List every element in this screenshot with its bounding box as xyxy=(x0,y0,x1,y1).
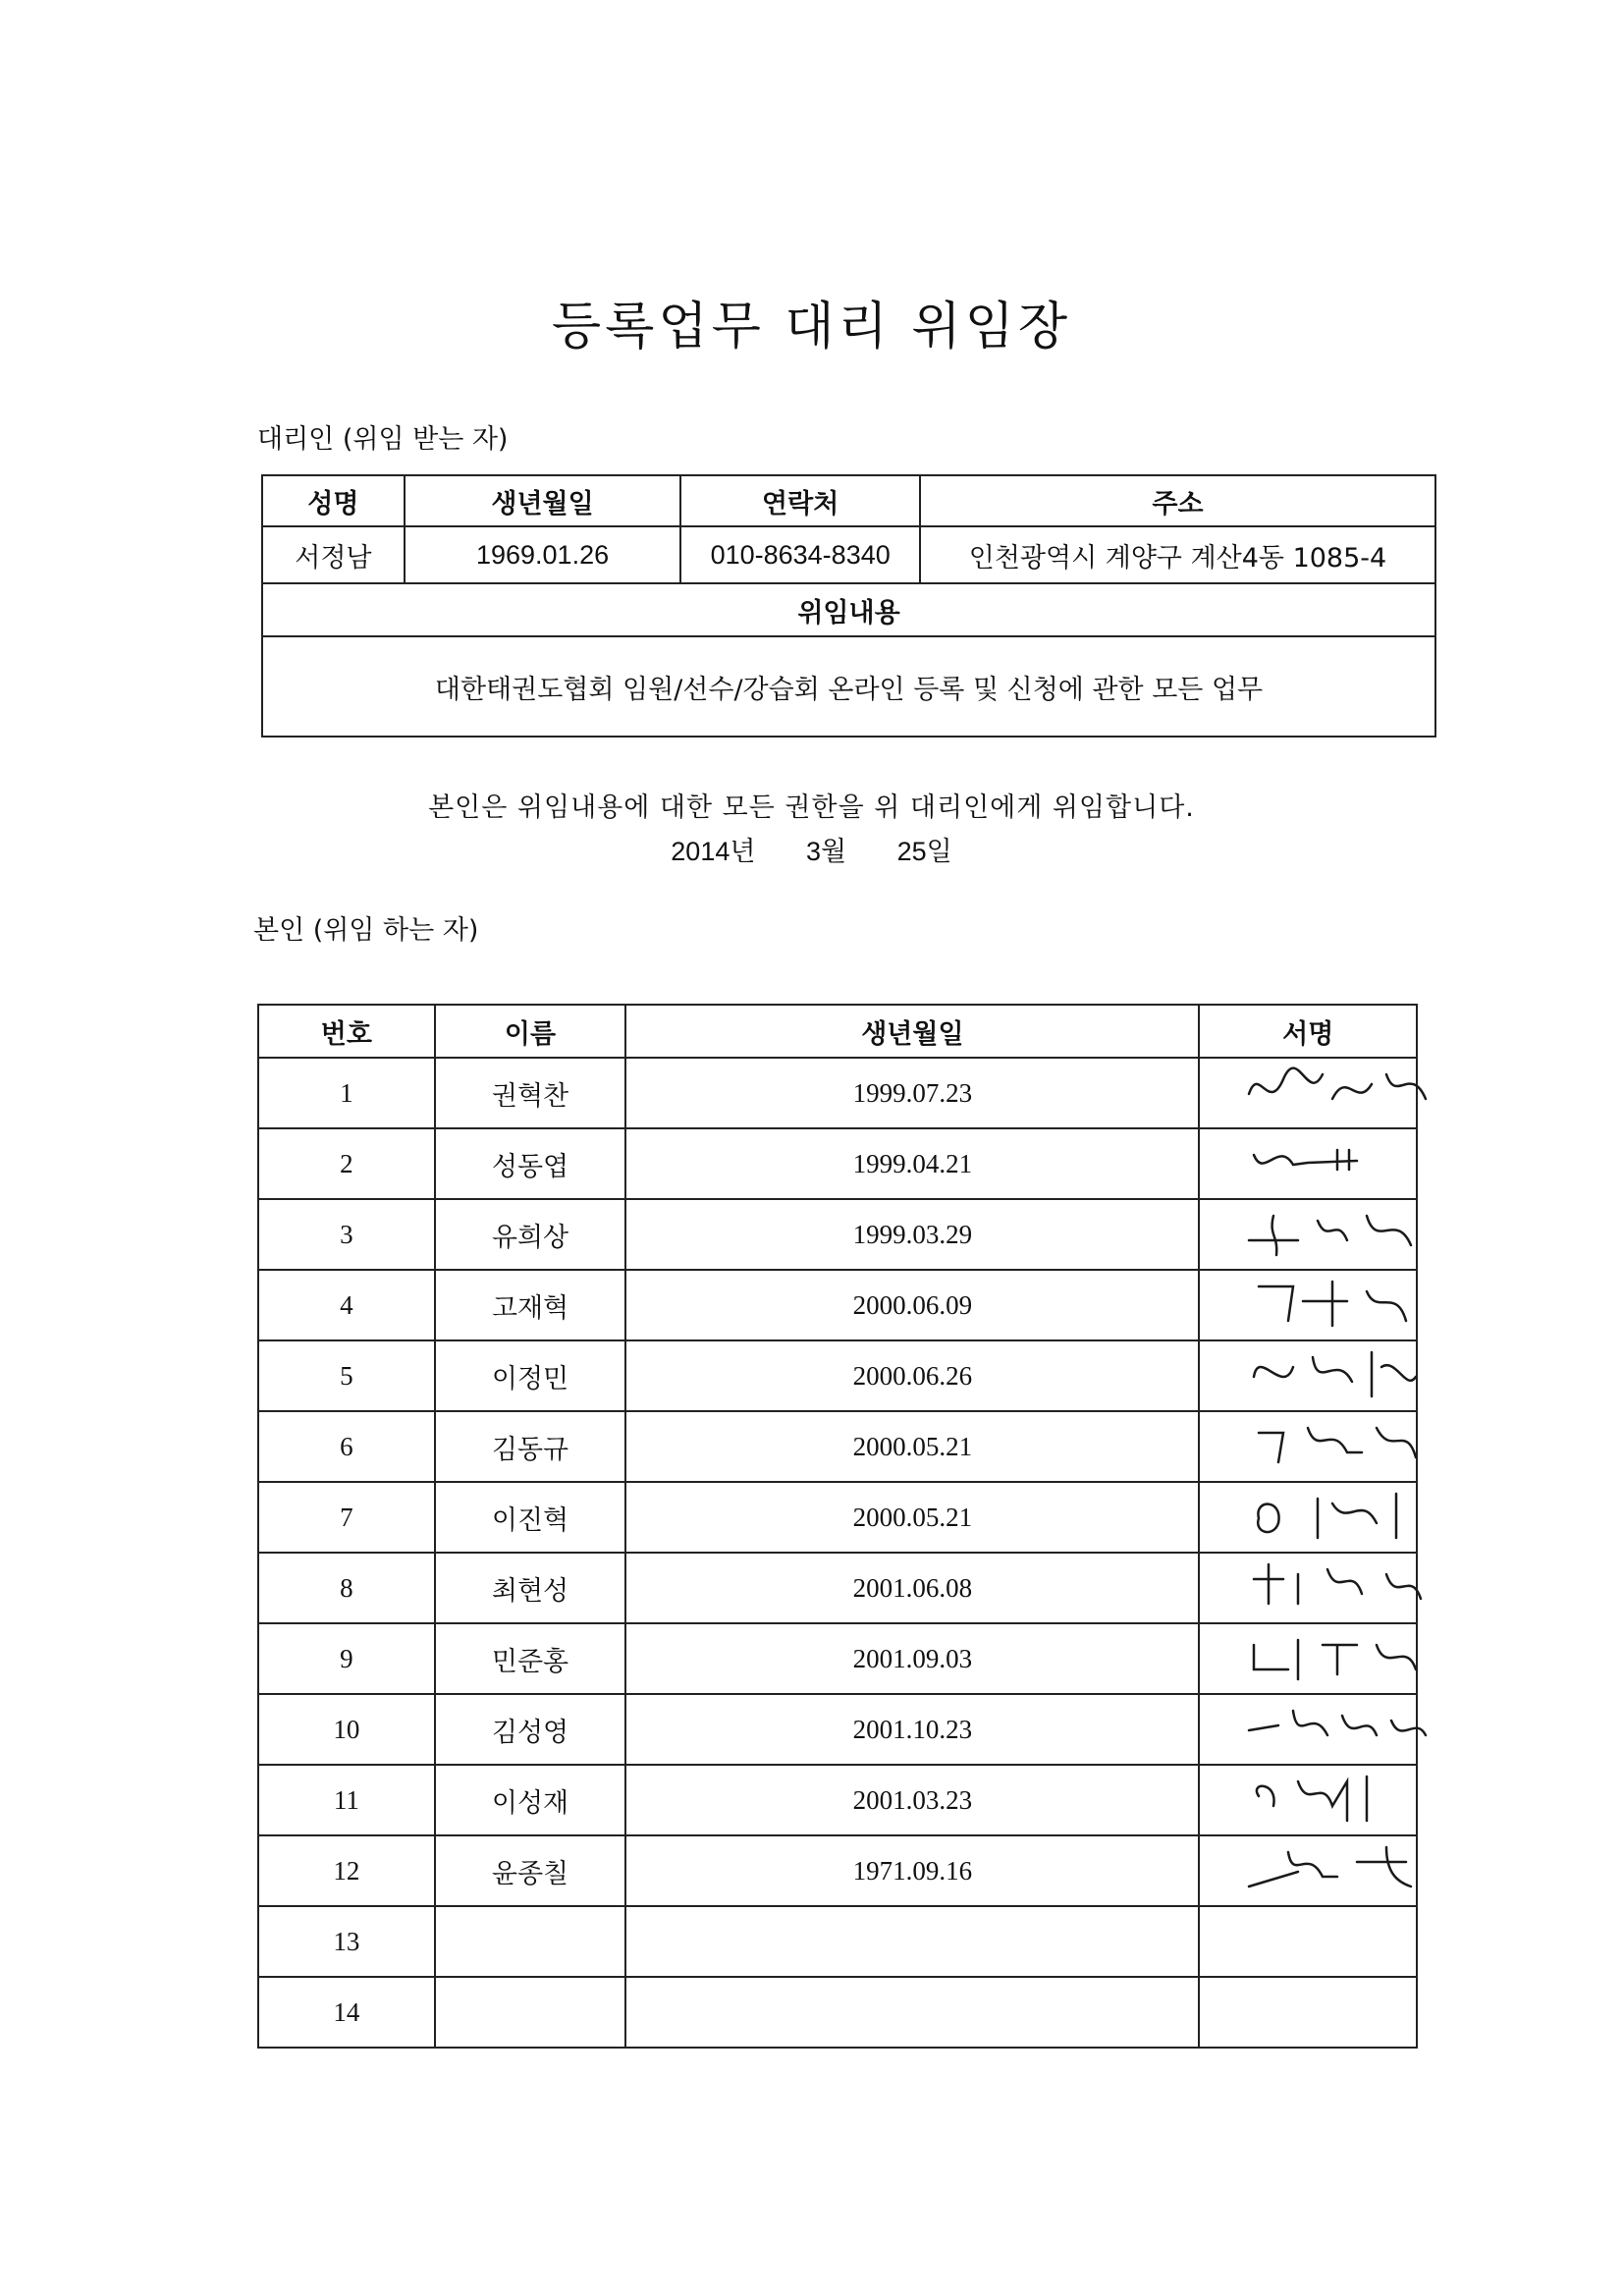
handwritten-signature xyxy=(1239,1125,1435,1194)
cell-name: 이정민 xyxy=(435,1340,626,1411)
cell-name: 윤종칠 xyxy=(435,1835,626,1906)
cell-name: 권혁찬 xyxy=(435,1058,626,1128)
cell-no: 6 xyxy=(258,1411,435,1482)
cell-name xyxy=(435,1906,626,1977)
principal-header-birth: 생년월일 xyxy=(625,1005,1199,1058)
cell-birth: 2000.06.26 xyxy=(625,1340,1199,1411)
cell-name: 김성영 xyxy=(435,1694,626,1765)
cell-signature xyxy=(1199,1553,1417,1623)
principal-header-name: 이름 xyxy=(435,1005,626,1058)
cell-name: 민준홍 xyxy=(435,1623,626,1694)
cell-birth: 2001.06.08 xyxy=(625,1553,1199,1623)
cell-signature xyxy=(1199,1128,1417,1199)
cell-no: 8 xyxy=(258,1553,435,1623)
document-title: 등록업무 대리 위임장 xyxy=(551,298,1072,356)
handwritten-signature xyxy=(1239,1196,1435,1265)
table-row xyxy=(258,1128,1417,1199)
cell-signature xyxy=(1199,1623,1417,1694)
cell-name xyxy=(435,1977,626,2048)
handwritten-signature xyxy=(1239,1691,1435,1760)
cell-no: 14 xyxy=(258,1977,435,2048)
agent-header-birth: 생년월일 xyxy=(405,475,681,526)
cell-name: 성동엽 xyxy=(435,1128,626,1199)
cell-name: 최현성 xyxy=(435,1553,626,1623)
cell-signature xyxy=(1199,1199,1417,1270)
handwritten-signature xyxy=(1239,1055,1435,1123)
signature-stroke xyxy=(1259,1494,1397,1538)
handwritten-signature xyxy=(1239,1762,1435,1831)
cell-no: 7 xyxy=(258,1482,435,1553)
cell-no: 4 xyxy=(258,1270,435,1340)
handwritten-signature xyxy=(1239,1408,1435,1477)
date-day: 25일 xyxy=(896,837,952,866)
agent-address: 인천광역시 계양구 계산4동 1085-4 xyxy=(920,526,1435,583)
cell-birth: 1999.03.29 xyxy=(625,1199,1199,1270)
cell-birth xyxy=(625,1977,1199,2048)
handwritten-signature xyxy=(1239,1479,1435,1548)
cell-no: 3 xyxy=(258,1199,435,1270)
principal-header-row xyxy=(258,1005,1417,1058)
table-row xyxy=(258,1199,1417,1270)
agent-header-address: 주소 xyxy=(920,475,1435,526)
cell-no: 12 xyxy=(258,1835,435,1906)
cell-birth: 2000.05.21 xyxy=(625,1411,1199,1482)
cell-signature xyxy=(1199,1694,1417,1765)
signature-stroke xyxy=(1254,1640,1416,1679)
cell-birth: 2001.10.23 xyxy=(625,1694,1199,1765)
signature-stroke xyxy=(1249,1216,1411,1255)
scope-text: 대한태권도협회 임원/선수/강습회 온라인 등록 및 신청에 관한 모든 업무 xyxy=(262,636,1435,737)
cell-no: 2 xyxy=(258,1128,435,1199)
date-month: 3월 xyxy=(805,837,847,866)
handwritten-signature xyxy=(1239,1832,1435,1901)
signature-stroke xyxy=(1249,1068,1426,1099)
table-row xyxy=(258,1623,1417,1694)
cell-signature xyxy=(1199,1765,1417,1835)
cell-signature xyxy=(1199,1411,1417,1482)
signature-stroke xyxy=(1257,1777,1367,1821)
cell-no: 1 xyxy=(258,1058,435,1128)
scope-header: 위임내용 xyxy=(262,583,1435,636)
cell-birth: 1971.09.16 xyxy=(625,1835,1199,1906)
cell-name: 이진혁 xyxy=(435,1482,626,1553)
agent-birth: 1969.01.26 xyxy=(405,526,681,583)
cell-name: 이성재 xyxy=(435,1765,626,1835)
cell-signature xyxy=(1199,1058,1417,1128)
cell-birth: 2000.06.09 xyxy=(625,1270,1199,1340)
cell-birth: 2001.09.03 xyxy=(625,1623,1199,1694)
agent-contact: 010-8634-8340 xyxy=(680,526,920,583)
cell-birth xyxy=(625,1906,1199,1977)
table-row xyxy=(258,1411,1417,1482)
table-row xyxy=(258,1270,1417,1340)
cell-signature xyxy=(1199,1977,1417,2048)
delegation-statement: 본인은 위임내용에 대한 모든 권한을 위 대리인에게 위임합니다. xyxy=(428,793,1195,823)
table-row xyxy=(258,1906,1417,1977)
handwritten-signature xyxy=(1239,1620,1435,1689)
cell-birth: 1999.07.23 xyxy=(625,1058,1199,1128)
handwritten-signature xyxy=(1239,1550,1435,1618)
signature-stroke xyxy=(1259,1282,1406,1326)
cell-name: 김동규 xyxy=(435,1411,626,1482)
agent-row xyxy=(262,526,1435,583)
agent-section-label: 대리인 (위임 받는 자) xyxy=(257,424,509,455)
cell-signature xyxy=(1199,1270,1417,1340)
cell-no: 5 xyxy=(258,1340,435,1411)
cell-name: 고재혁 xyxy=(435,1270,626,1340)
table-row xyxy=(258,1058,1417,1128)
table-row xyxy=(258,1835,1417,1906)
cell-no: 10 xyxy=(258,1694,435,1765)
agent-header-row xyxy=(262,475,1435,526)
signature-stroke xyxy=(1249,1711,1426,1735)
principal-header-no: 번호 xyxy=(258,1005,435,1058)
document-date xyxy=(0,830,1623,868)
table-row xyxy=(258,1553,1417,1623)
cell-signature xyxy=(1199,1482,1417,1553)
cell-birth: 2001.03.23 xyxy=(625,1765,1199,1835)
cell-birth: 2000.05.21 xyxy=(625,1482,1199,1553)
cell-no: 11 xyxy=(258,1765,435,1835)
table-row xyxy=(258,1977,1417,2048)
agent-table xyxy=(261,474,1436,738)
cell-name: 유희상 xyxy=(435,1199,626,1270)
date-year: 2014년 xyxy=(671,837,756,866)
principal-table xyxy=(257,1004,1418,2049)
signature-stroke xyxy=(1249,1847,1411,1886)
agent-name: 서정남 xyxy=(262,526,405,583)
handwritten-signature xyxy=(1239,1267,1435,1336)
table-row xyxy=(258,1694,1417,1765)
table-row xyxy=(258,1482,1417,1553)
agent-header-contact: 연락처 xyxy=(680,475,920,526)
signature-stroke xyxy=(1254,1564,1421,1604)
handwritten-signature xyxy=(1239,1338,1435,1406)
cell-no: 13 xyxy=(258,1906,435,1977)
cell-signature xyxy=(1199,1906,1417,1977)
table-row xyxy=(258,1765,1417,1835)
agent-header-name: 성명 xyxy=(262,475,405,526)
signature-stroke xyxy=(1254,1352,1416,1396)
signature-stroke xyxy=(1254,1150,1357,1170)
signature-stroke xyxy=(1259,1428,1416,1462)
cell-signature xyxy=(1199,1340,1417,1411)
principal-section-label: 본인 (위임 하는 자) xyxy=(253,915,479,946)
cell-no: 9 xyxy=(258,1623,435,1694)
principal-header-signature: 서명 xyxy=(1199,1005,1417,1058)
cell-birth: 1999.04.21 xyxy=(625,1128,1199,1199)
table-row xyxy=(258,1340,1417,1411)
cell-signature xyxy=(1199,1835,1417,1906)
